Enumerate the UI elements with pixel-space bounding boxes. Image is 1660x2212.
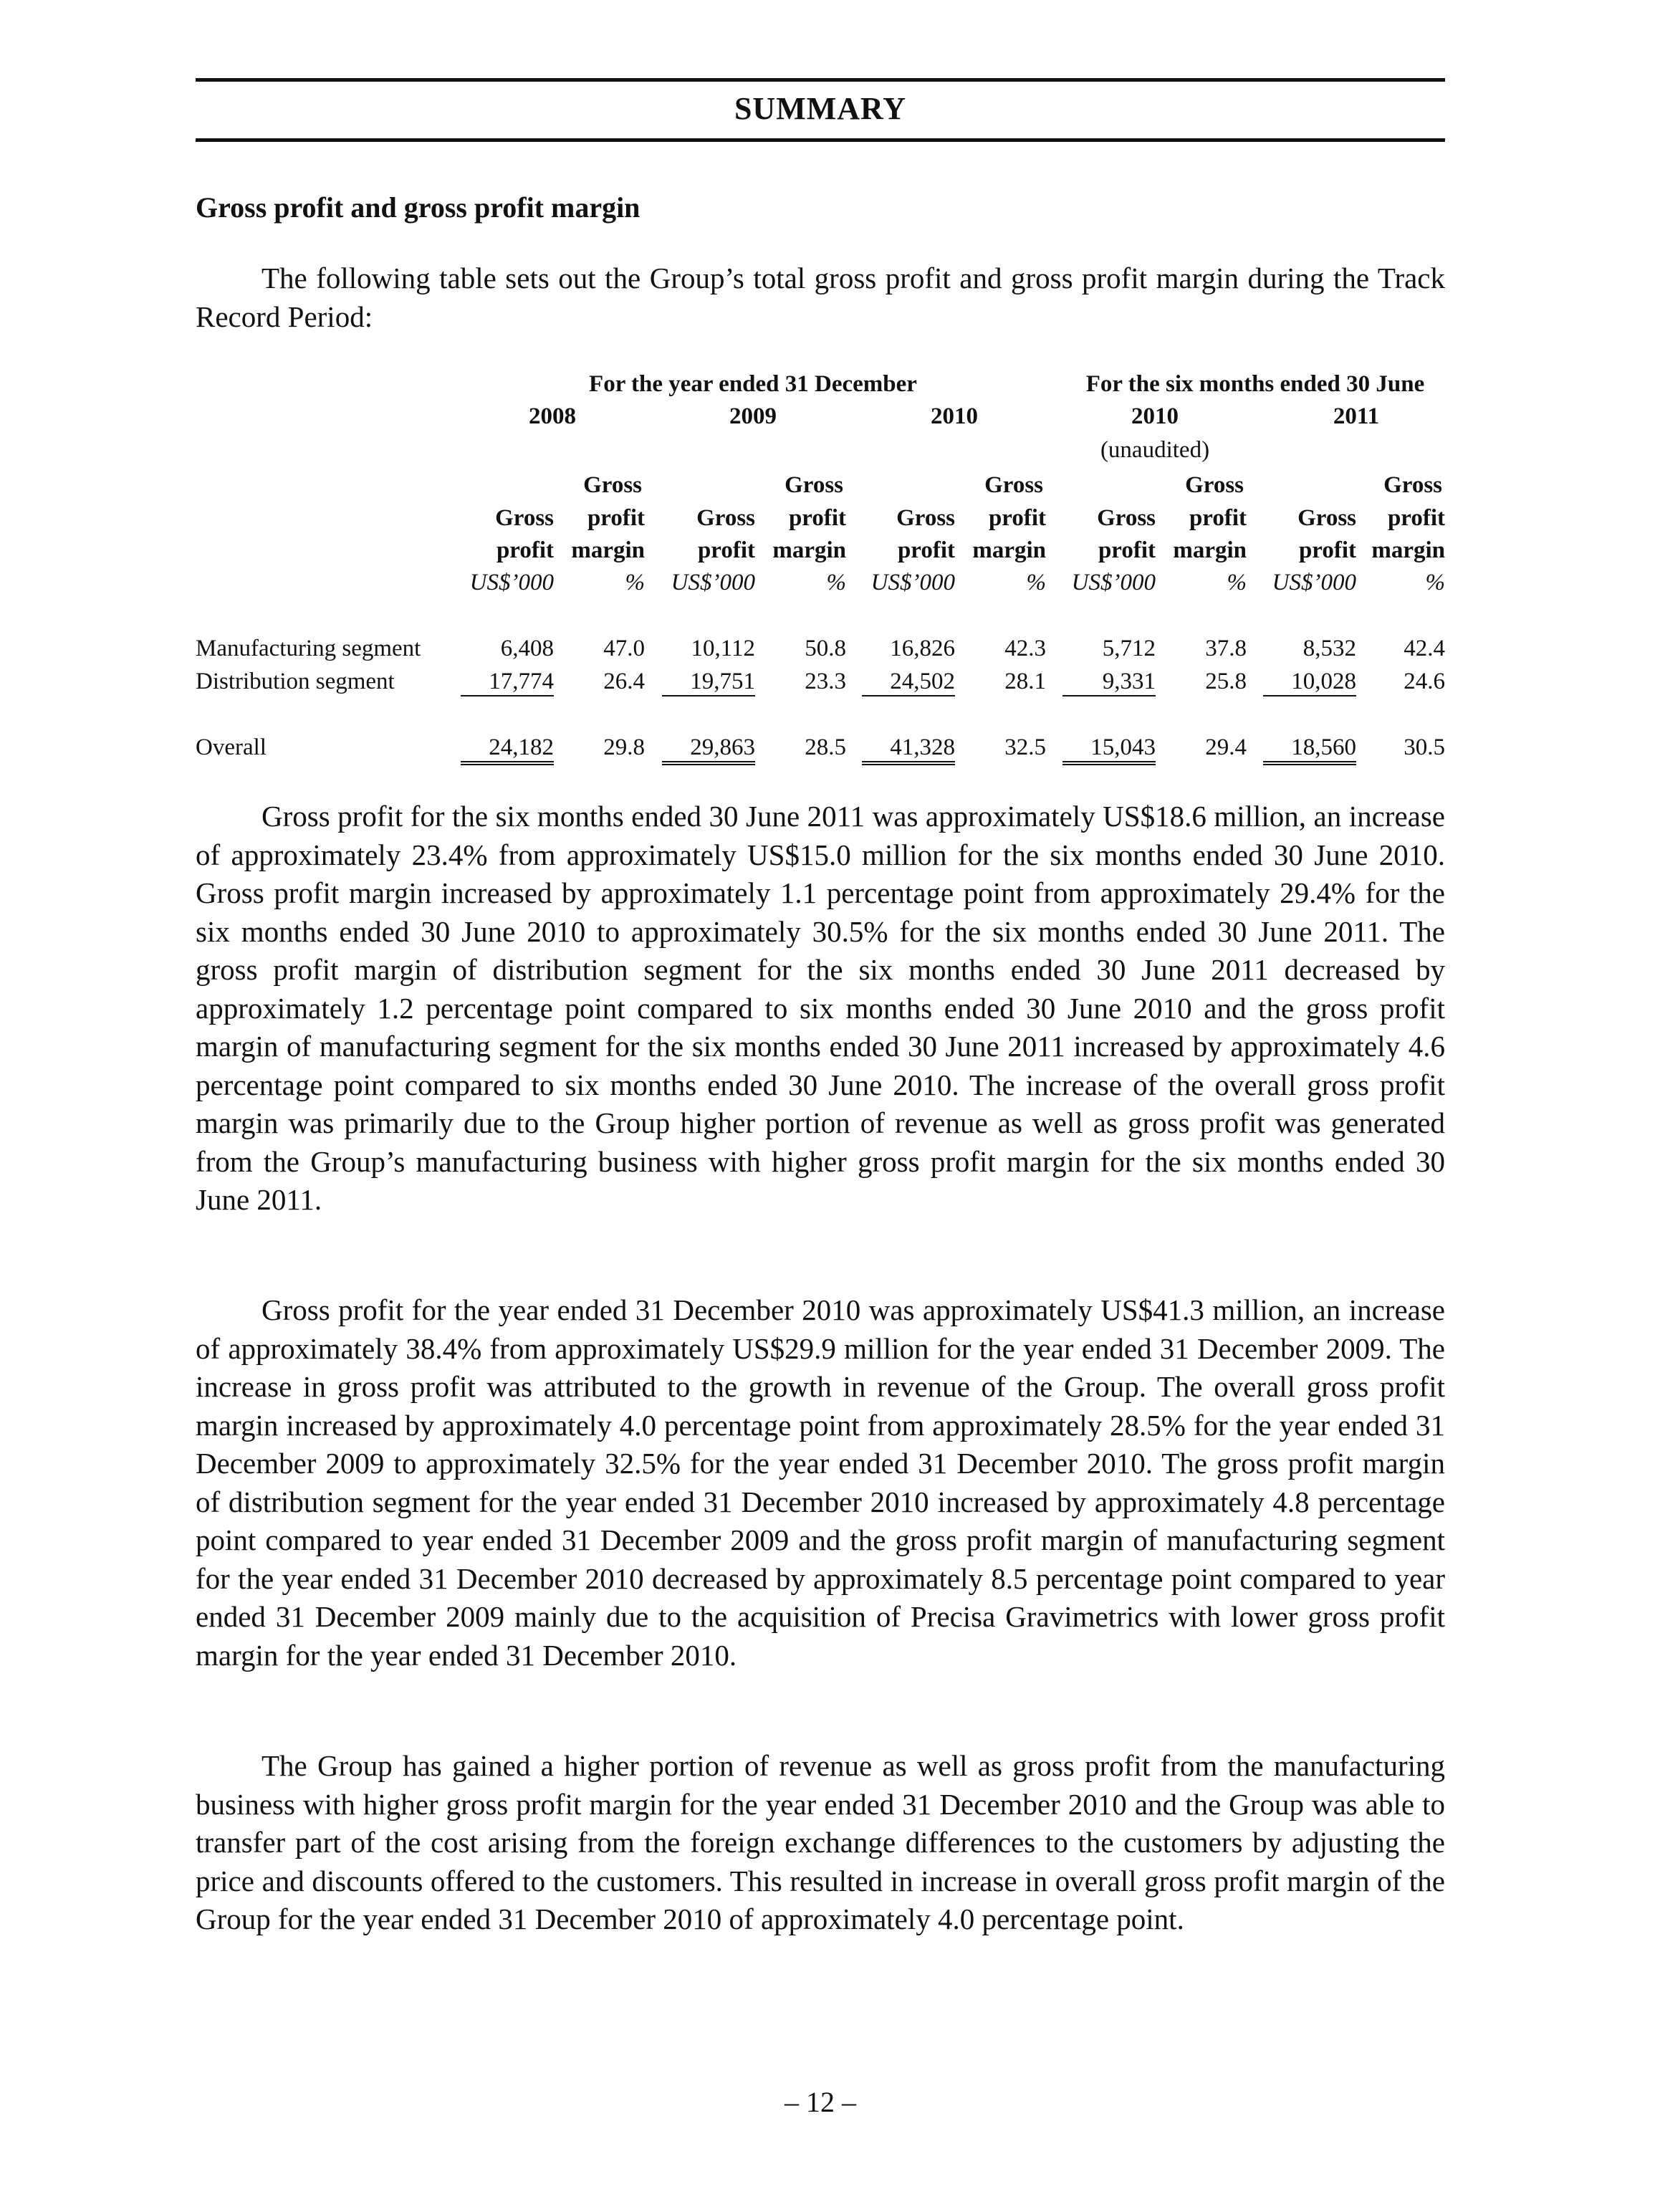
row-label: Overall [196,734,267,760]
unit-label-9: % [1425,570,1445,595]
unaudited-note: (unaudited) [1100,437,1210,463]
gross-profit-margin-value: 26.4 [603,669,645,694]
col-head-gross-profit: Gross [696,505,755,531]
unit-label-6: US$’000 [1071,570,1156,595]
col-head-gross-profit: profit [1098,537,1156,563]
page-header-title: SUMMARY [734,91,907,126]
col-head-gross-profit: Gross [1297,505,1356,531]
unit-label-2: US$’000 [671,570,755,595]
gross-profit-value: 9,331 [1062,669,1156,696]
section-heading: Gross profit and gross profit margin [196,191,641,224]
gross-profit-margin-value: 47.0 [603,636,645,661]
col-head-gross-profit-margin: profit [788,505,846,531]
gross-profit-margin-value: 30.5 [1404,734,1445,760]
unit-label-1: % [625,570,645,595]
gross-profit-value: 29,863 [662,734,755,765]
col-head-gross-profit-margin: Gross [1383,472,1442,498]
col-head-gross-profit-margin: profit [988,505,1046,531]
year-header-2: 2010 [931,403,978,429]
gross-profit-margin-value: 42.3 [1004,636,1046,661]
intro-paragraph: The following table sets out the Group’s total gross profit and gross profit margin during the Track Record Period: [196,262,1445,333]
gross-profit-margin-value: 28.1 [1004,669,1046,694]
col-head-gross-profit-margin: profit [587,505,645,531]
gross-profit-margin-value: 29.4 [1205,734,1247,760]
unit-label-7: % [1227,570,1247,595]
gross-profit-value: 15,043 [1062,734,1156,765]
year-header-0: 2008 [529,403,576,429]
unit-label-8: US$’000 [1272,570,1356,595]
col-head-gross-profit-margin: profit [1189,505,1247,531]
unit-label-5: % [1026,570,1046,595]
year-header-4: 2011 [1333,403,1380,429]
col-head-gross-profit: Gross [896,505,955,531]
gross-profit-value: 18,560 [1263,734,1356,765]
group-header-year: For the year ended 31 December [589,371,917,397]
year-header-3: 2010 [1131,403,1179,429]
gross-profit-margin-value: 23.3 [805,669,846,694]
gross-profit-margin-value: 25.8 [1205,669,1247,694]
gross-profit-value: 41,328 [862,734,955,765]
gross-profit-margin-value: 32.5 [1004,734,1046,760]
gross-profit-value: 17,774 [461,669,554,696]
unit-label-4: US$’000 [870,570,955,595]
col-head-gross-profit: Gross [1097,505,1156,531]
col-head-gross-profit-margin: margin [1371,537,1445,563]
col-head-gross-profit: Gross [495,505,554,531]
col-head-gross-profit-margin: Gross [1185,472,1244,498]
col-head-gross-profit: profit [697,537,755,563]
row-label: Manufacturing segment [196,636,421,661]
gross-profit-margin-value: 29.8 [603,734,645,760]
gross-profit-value: 24,502 [862,669,955,696]
col-head-gross-profit-margin: margin [1173,537,1247,563]
col-head-gross-profit: profit [1298,537,1356,563]
gross-profit-value: 16,826 [890,636,955,661]
group-header-six-months: For the six months ended 30 June [1085,371,1425,397]
gross-profit-value: 10,028 [1263,669,1356,696]
col-head-gross-profit-margin: Gross [785,472,843,498]
col-head-gross-profit: profit [496,537,554,563]
gross-profit-margin-value: 28.5 [805,734,846,760]
gross-profit-value: 5,712 [1102,636,1156,661]
col-head-gross-profit-margin: Gross [984,472,1043,498]
paragraph-six-months: Gross profit for the six months ended 30 June 2011 was approximately US$18.6 million, an increase of approximately 23.4% from approximately US$15.0 million for the six months ended 30 June 2010. Gross profit margin increased by approximately 1.1 percentage point from approximately 29.4% for the six months ended 30 June 2010 to approximately 30.5% for the six months ended 30 June 2011. The gross profit margin of distribution segment for the six months ended 30 June 2011 decreased by approximately 1.2 percentage point compared to six months ended 30 June 2010 and the gross profit margin of manufacturing segment for the six months ended 30 June 2011 increased by approximately 4.6 percentage point compared to six months ended 30 June 2010. The increase of the overall gross profit margin was primarily due to the Group higher portion of revenue as well as gross profit was generated from the Group’s manufacturing business with higher gross profit margin for the six months ended 30 June 2011. [196,800,1445,1216]
col-head-gross-profit-margin: margin [972,537,1046,563]
page-number: – 12 – [785,2086,856,2118]
paragraph-manufacturing: The Group has gained a higher portion of revenue as well as gross profit from the manufacturing business with higher gross profit margin for the year ended 31 December 2010 and the Group was able to transfer part of the cost arising from the foreign exchange differences to the customers by adjusting the price and discounts offered to the customers. This resulted in increase in overall gross profit margin of the Group for the year ended 31 December 2010 of approximately 4.0 percentage point. [196,1749,1445,1935]
col-head-gross-profit-margin: margin [571,537,645,563]
gross-profit-margin-value: 50.8 [805,636,846,661]
paragraph-year-2010: Gross profit for the year ended 31 December 2010 was approximately US$41.3 million, an increase of approximately 38.4% from approximately US$29.9 million for the year ended 31 December 2009. The increase in gross profit was attributed to the growth in revenue of the Group. The overall gross profit margin increased by approximately 4.0 percentage point from approximately 28.5% for the year ended 31 December 2009 to approximately 32.5% for the year ended 31 December 2010. The gross profit margin of distribution segment for the year ended 31 December 2010 increased by approximately 4.8 percentage point compared to year ended 31 December 2009 and the gross profit margin of manufacturing segment for the year ended 31 December 2010 decreased by approximately 8.5 percentage point compared to year ended 31 December 2009 mainly due to the acquisition of Precisa Gravimetrics with lower gross profit margin for the year ended 31 December 2010. [196,1293,1445,1672]
unit-label-3: % [826,570,846,595]
unit-label-0: US$’000 [469,570,554,595]
gross-profit-value: 6,408 [500,636,554,661]
col-head-gross-profit-margin: margin [772,537,846,563]
gross-profit-margin-value: 24.6 [1404,669,1445,694]
gross-profit-value: 19,751 [662,669,755,696]
year-header-1: 2009 [729,403,777,429]
gross-profit-margin-value: 42.4 [1404,636,1445,661]
col-head-gross-profit: profit [897,537,955,563]
row-label: Distribution segment [196,669,395,694]
col-head-gross-profit-margin: profit [1387,505,1445,531]
gross-profit-margin-value: 37.8 [1205,636,1247,661]
gross-profit-value: 24,182 [461,734,554,765]
gross-profit-value: 8,532 [1302,636,1356,661]
col-head-gross-profit-margin: Gross [583,472,642,498]
gross-profit-table [0,0,1660,788]
gross-profit-value: 10,112 [691,636,755,661]
